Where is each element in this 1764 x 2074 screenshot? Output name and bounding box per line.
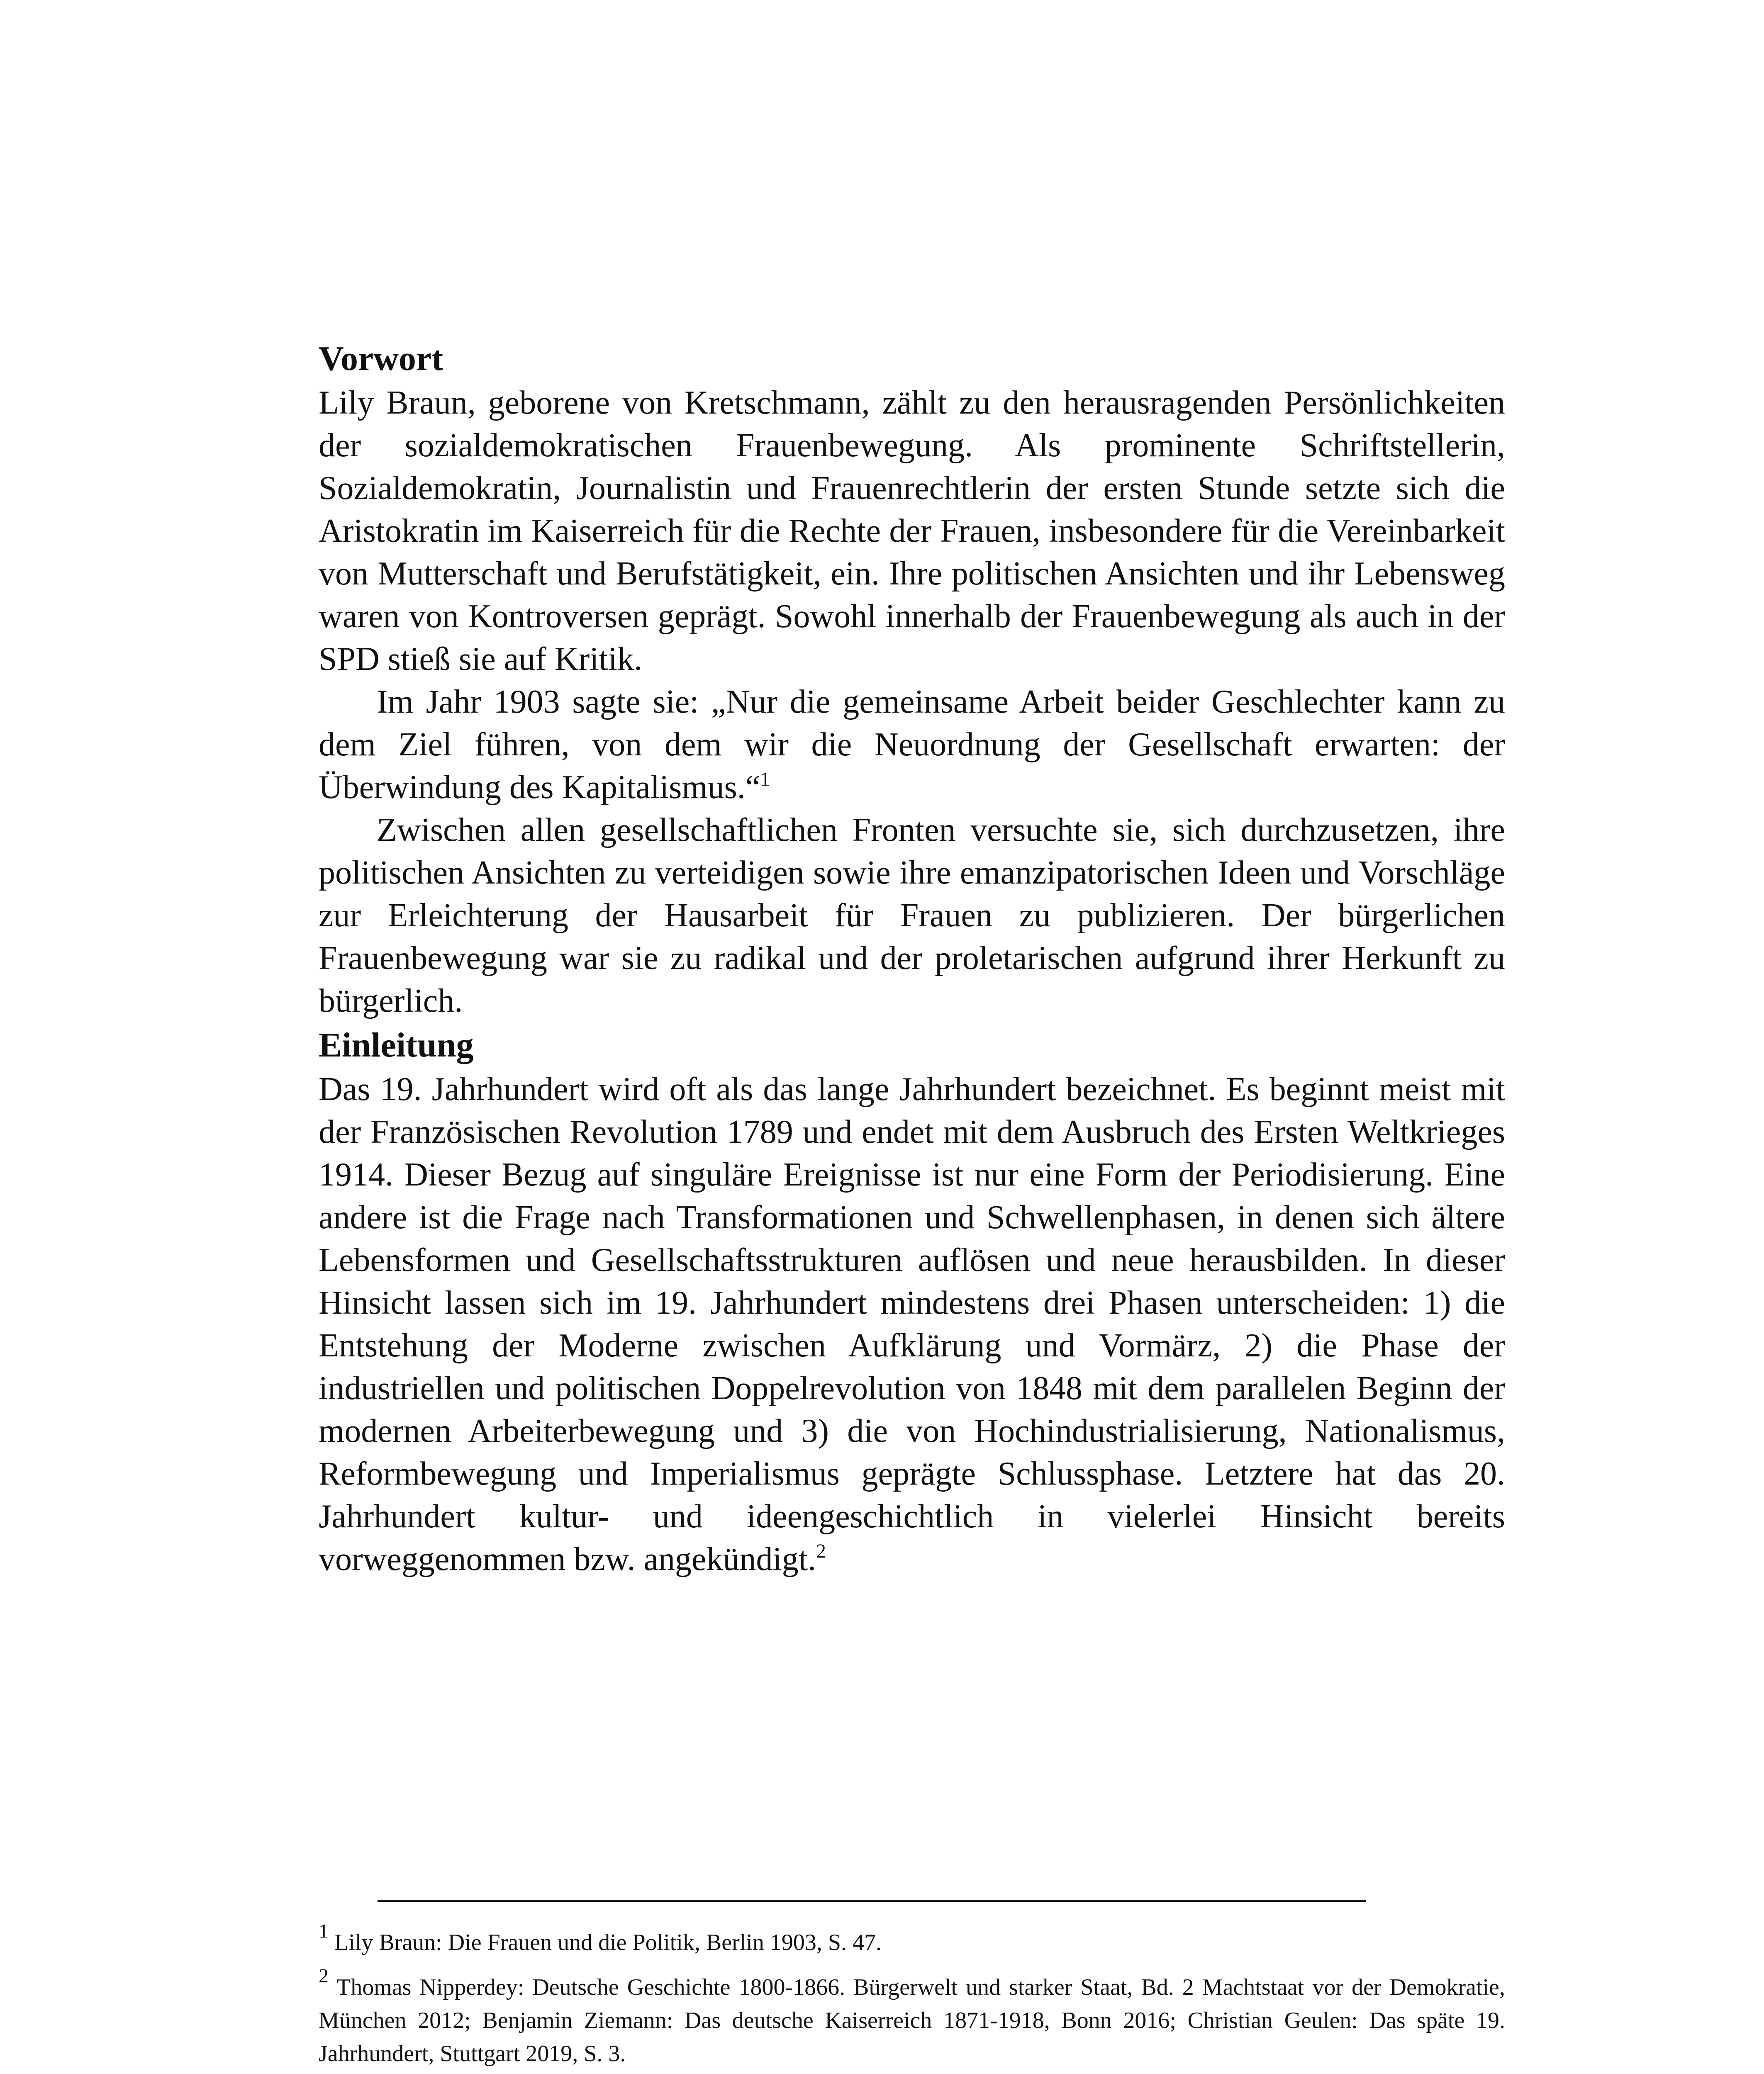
paragraph-text: Zwischen allen gesellschaftlichen Fronten versuchte sie, sich durchzusetzen, ihre politischen Ansichten zu verteidigen sowie ihre emanzipatorischen Ideen und Vorschläge zur Erleichterung der Hausarbeit für Frauen zu publizieren. Der bürgerlichen Frauenbewegung war sie zu radikal und der proletarischen aufgrund ihrer Herkunft zu bürgerlich. <box>319 812 1505 1019</box>
footnote-separator-line <box>378 1900 1366 1902</box>
paragraph-text: Lily Braun, geborene von Kretschmann, zählt zu den herausragenden Persönlichkeiten der sozialdemokratischen Frauenbewegung. Als prominente Schriftstellerin, Sozialdemokratin, Journalistin und Frauenrechtlerin der ersten Stunde setzte sich die Aristokratin im Kaiserreich für die Rechte der Frauen, insbesondere für die Vereinbarkeit von Mutterschaft und Berufstätigkeit, ein. Ihre politischen Ansichten und ihr Lebensweg waren von Kontroversen geprägt. Sowohl innerhalb der Frauenbewegung als auch in der SPD stieß sie auf Kritik. <box>319 385 1505 677</box>
paragraph-text: Das 19. Jahrhundert wird oft als das lange Jahrhundert bezeichnet. Es beginnt meist mit der Französischen Revolution 1789 und endet mit dem Ausbruch des Ersten Weltkrieges 1914. Dieser Bezug auf singuläre Ereignisse ist nur eine Form der Periodisierung. Eine andere ist die Frage nach Transformationen und Schwellenphasen, in denen sich ältere Lebensformen und Gesellschaftsstrukturen auflösen und neue herausbilden. In dieser Hinsicht lassen sich im 19. Jahrhundert mindestens drei Phasen unterscheiden: 1) die Entstehung der Moderne zwischen Aufklärung und Vormärz, 2) die Phase der industriellen und politischen Doppelrevolution von 1848 mit dem parallelen Beginn der modernen Arbeiterbewegung und 3) die von Hochindustrialisierung, Nationalismus, Reformbewegung und Imperialismus geprägte Schlussphase. Letztere hat das 20. Jahrhundert kultur- und ideengeschichtlich in vielerlei Hinsicht bereits vorweggenommen bzw. angekündigt. <box>319 1071 1505 1577</box>
paragraph-vorwort-3 <box>319 809 1505 1022</box>
footnote-reference-2[interactable]: 2 <box>816 1540 826 1562</box>
footnote-1 <box>319 1920 1505 1959</box>
footnote-number: 1 <box>319 1920 329 1942</box>
footnotes-area <box>319 1900 1505 2074</box>
paragraph-text: Im Jahr 1903 sagte sie: „Nur die gemeinsame Arbeit beider Geschlechter kann zu dem Ziel führen, von dem wir die Neuordnung der Gesellschaft erwarten: der Überwindung des Kapitalismus.“ <box>319 684 1505 806</box>
footnote-2 <box>319 1965 1505 2070</box>
footnote-text: Thomas Nipperdey: Deutsche Geschichte 1800-1866. Bürgerwelt und starker Staat, Bd. 2 Machtstaat vor der Demokratie, München 2012; Benjamin Ziemann: Das deutsche Kaiserreich 1871-1918, Bonn 2016; Christian Geulen: Das späte 19. Jahrhundert, Stuttgart 2019, S. 3. <box>319 1974 1505 2067</box>
paragraph-einleitung-1 <box>319 1068 1505 1581</box>
footnote-text: Lily Braun: Die Frauen und die Politik, Berlin 1903, S. 47. <box>334 1930 882 1955</box>
main-content <box>319 336 1505 1581</box>
footnote-number: 2 <box>319 1965 329 1987</box>
heading-einleitung: Einleitung <box>319 1026 474 1064</box>
paragraph-vorwort-1 <box>319 382 1505 681</box>
heading-vorwort: Vorwort <box>319 339 443 378</box>
footnote-reference-1[interactable]: 1 <box>760 768 770 790</box>
paragraph-vorwort-2 <box>319 681 1505 809</box>
